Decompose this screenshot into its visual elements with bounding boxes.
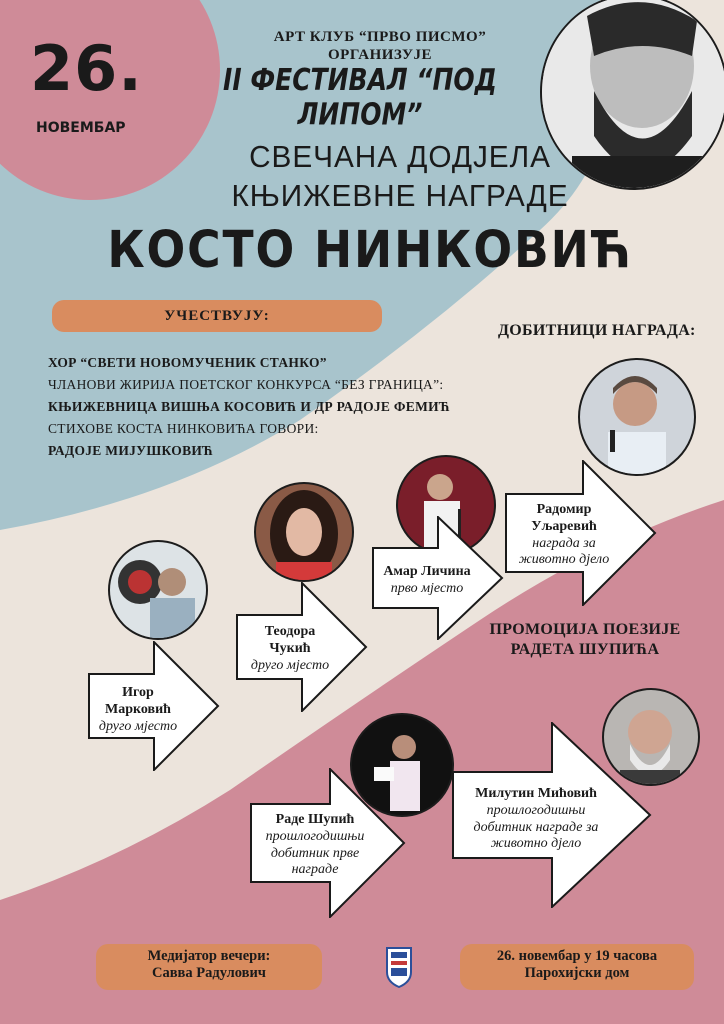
winner-name-2: Уљаревић xyxy=(531,518,597,534)
festival-title: II ФЕСТИВАЛ “ПОД ЛИПОМ” xyxy=(223,62,497,132)
photo-teodora-cukic xyxy=(254,482,354,582)
arrow-radomir-uljarevic xyxy=(505,460,657,606)
past-winner-note-2: добитник награде за xyxy=(473,819,599,835)
winners-heading: ДОБИТНИЦИ НАГРАДА: xyxy=(498,322,696,339)
winner-place: друго мјесто xyxy=(250,657,330,673)
crest-icon xyxy=(384,944,414,988)
winner-name-2: Марковић xyxy=(105,701,171,717)
moderator-label: Медијатор вечери: xyxy=(147,948,271,964)
title-line1: СВЕЧАНА ДОДЈЕЛА xyxy=(249,139,551,174)
photo-igor-markovic xyxy=(108,540,208,640)
participants-heading: УЧЕСТВУЈУ: xyxy=(52,300,382,332)
winner-place-2: животно дјело xyxy=(518,552,610,568)
winner-name: Амар Личина xyxy=(383,564,471,579)
arrow-rade-supic xyxy=(250,768,406,918)
past-winner-note-1: прошлогодишњи xyxy=(265,828,365,844)
winner-place: прво мјесто xyxy=(390,580,464,596)
event-place: Парохијски дом xyxy=(524,965,630,982)
award-name: КОСТО НИНКОВИЋ xyxy=(107,220,633,280)
arrow-milutin-micovic xyxy=(452,722,652,908)
participant-jury-members: КЊИЖЕВНИЦА ВИШЊА КОСОВИЋ И ДР РАДОЈЕ ФЕМИЋ xyxy=(48,399,451,414)
portrait-photo xyxy=(580,360,694,474)
promo-line1: ПРОМОЦИЈА ПОЕЗИЈЕ xyxy=(489,621,681,638)
past-winner-note-1: прошлогодишњи xyxy=(486,802,586,818)
past-winner-name: Раде Шупић xyxy=(275,812,355,827)
moderator-name: Савва Радулович xyxy=(152,965,266,982)
participant-reader-label: СТИХОВЕ КОСТА НИНКОВИЋА ГОВОРИ: xyxy=(48,421,319,436)
participant-jury-label: ЧЛАНОВИ ЖИРИЈА ПОЕТСКОГ КОНКУРСА “БЕЗ ГРАНИЦА”: xyxy=(48,377,444,392)
arrow-teodora-cukic xyxy=(236,582,368,712)
time-place-box xyxy=(460,944,694,990)
winner-place: награда за xyxy=(532,535,596,551)
winner-name: Радомир xyxy=(536,502,592,517)
past-winner-note-3: награде xyxy=(291,862,339,878)
winner-name: Теодора xyxy=(264,624,316,639)
date-month: НОВЕМБАР xyxy=(36,120,126,136)
participant-choir: ХОР “СВЕТИ НОВОМУЧЕНИК СТАНКО” xyxy=(48,355,327,370)
title-line2: КЊИЖЕВНЕ НАГРАДЕ xyxy=(231,177,569,213)
portrait-photo xyxy=(256,484,352,580)
date-number: 26. xyxy=(30,32,143,105)
moderator-box xyxy=(96,944,322,990)
past-winner-name: Милутин Мићовић xyxy=(475,786,597,801)
event-time: 26. новембар у 19 часова xyxy=(496,948,658,964)
ceremony-title xyxy=(150,138,649,216)
organizer xyxy=(230,28,530,64)
past-winner-note-2: добитник прве xyxy=(270,845,360,861)
winner-name: Игор xyxy=(122,685,154,700)
promo-line2: РАДЕТА ШУПИЋА xyxy=(510,641,660,658)
poetry-promotion xyxy=(470,620,700,660)
winner-name-2: Чукић xyxy=(269,640,311,656)
past-winner-note-3: животно дјело xyxy=(490,836,582,852)
arrow-igor-markovic xyxy=(88,641,220,771)
photo-radomir-uljarevic xyxy=(578,358,696,476)
portrait-photo xyxy=(110,542,206,638)
participant-reader: РАДОЈЕ МИЈУШКОВИЋ xyxy=(48,443,214,458)
winner-place: друго мјесто xyxy=(98,718,178,734)
organizer-name: АРТ КЛУБ “ПРВО ПИСМО” xyxy=(273,29,487,45)
organizer-verb: ОРГАНИЗУЈЕ xyxy=(328,47,432,63)
